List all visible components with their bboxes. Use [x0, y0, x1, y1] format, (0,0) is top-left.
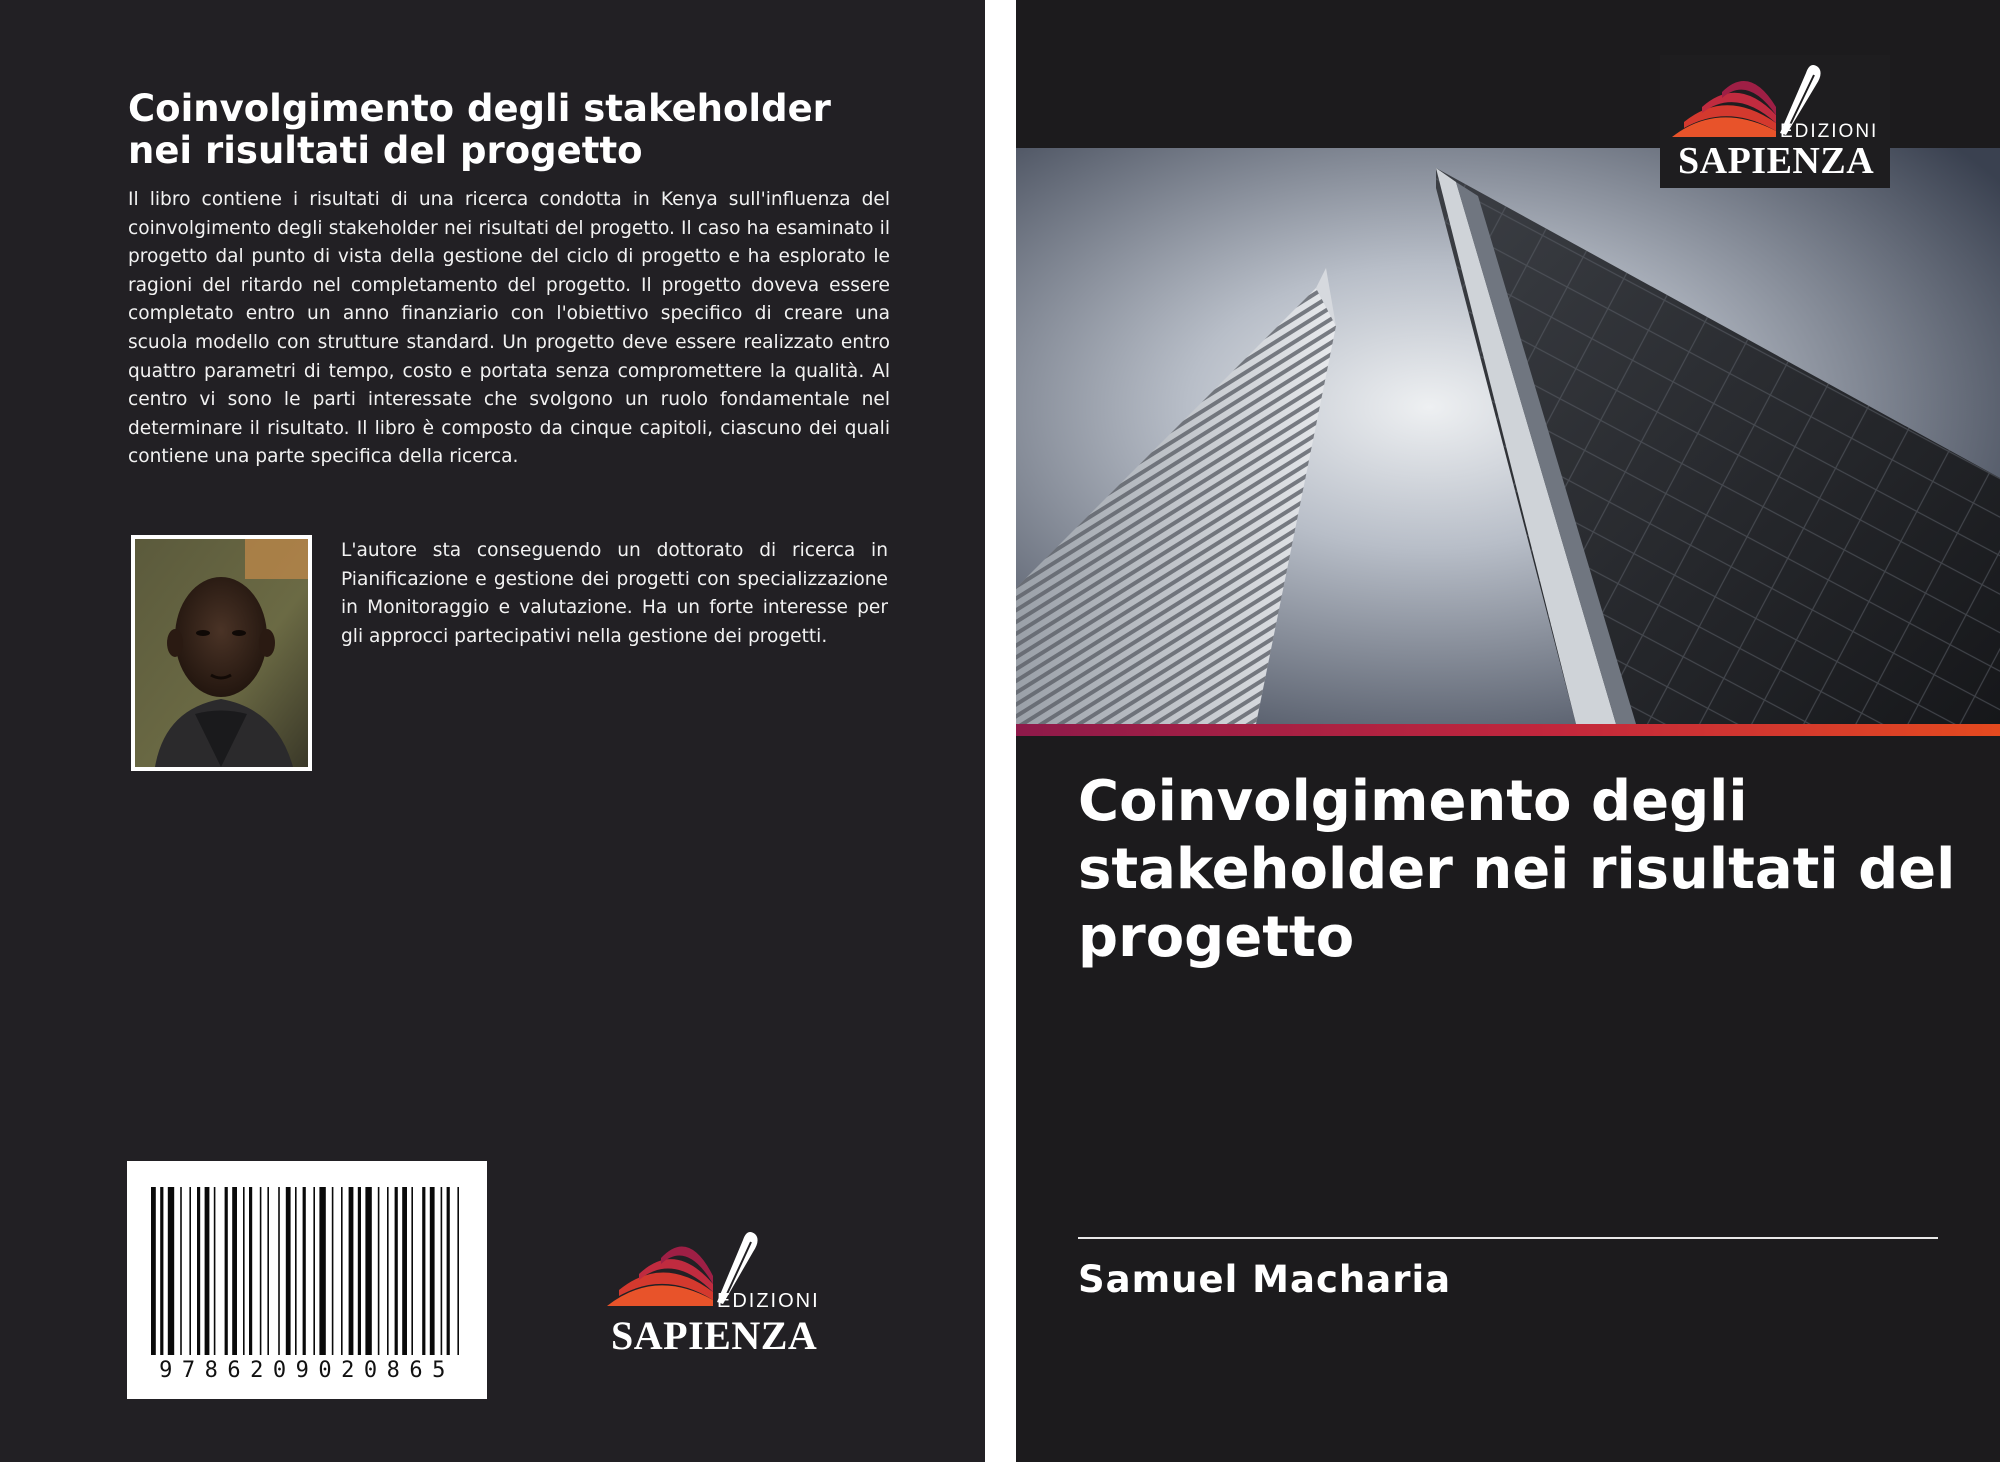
barcode-bar: [332, 1187, 334, 1355]
barcode-bar: [278, 1187, 280, 1355]
barcode-bar: [319, 1187, 325, 1355]
publisher-logo-back: [605, 1218, 823, 1358]
spine-gap: [985, 0, 1016, 1462]
front-cover-title: Coinvolgimento degli stakeholder nei risultati del progetto: [1078, 769, 1956, 970]
back-cover-blurb: Il libro contiene i risultati di una ricerca condotta in Kenya sull'influenza del coinvolgimento degli stakeholder nei risultati del progetto. Il caso ha esaminato il progetto dal punto di vista della gestione del ciclo di progetto e ha esplorato le ragioni del ritardo nel completamento del progetto. Il progetto doveva essere completato entro un anno finanziario con l'obiettivo specifico di creare una scuola modello con strutture standard. Un progetto deve essere realizzato entro quattro parametri di tempo, costo e portata senza compromettere la qualità. Al centro vi sono le parti interessate che svolgono un ruolo fondamentale nel determinare il risultato. Il libro è composto da cinque capitoli, ciascuno dei quali contiene una parte specifica della ricerca.: [128, 189, 890, 468]
barcode-bar: [349, 1187, 354, 1355]
barcode-bar: [457, 1187, 459, 1355]
author-name: Samuel Macharia: [1078, 1258, 1452, 1301]
barcode-bar: [189, 1187, 191, 1355]
barcode-bar: [303, 1187, 306, 1355]
barcode-bar: [411, 1187, 413, 1355]
barcode-bar: [422, 1187, 425, 1355]
barcode-bar: [430, 1187, 435, 1355]
barcode-bar: [341, 1187, 343, 1355]
publisher-line1: EDIZIONI: [1780, 121, 1879, 142]
author-photo: [131, 535, 312, 771]
barcode-bar: [286, 1187, 291, 1355]
barcode-bar: [402, 1187, 407, 1355]
barcode-bar: [243, 1187, 245, 1355]
barcode-bar: [267, 1187, 269, 1355]
barcode-bar: [168, 1187, 174, 1355]
author-bio: L'autore sta conseguendo un dottorato di ricerca in Pianificazione e gestione dei progetti con specializzazione in Monitoraggio e valutazione. Ha un forte interesse per gli approcci partecipativi nella gestione dei progetti.: [341, 540, 888, 647]
barcode-bar: [151, 1187, 156, 1355]
barcode-bar: [365, 1187, 371, 1355]
barcode-bar: [205, 1187, 210, 1355]
author-divider: [1078, 1237, 1938, 1239]
cover-photo-skyscrapers: [1016, 148, 2000, 724]
barcode-bar: [441, 1187, 443, 1355]
isbn-barcode: [127, 1161, 487, 1399]
barcode-bar: [378, 1187, 380, 1355]
barcode-bar: [197, 1187, 200, 1355]
barcode-bar: [249, 1187, 252, 1355]
barcode-bar: [313, 1187, 315, 1355]
back-cover: [0, 0, 985, 1462]
barcode-bar: [214, 1187, 216, 1355]
barcode-bar: [160, 1187, 163, 1355]
isbn-digits: 9786209020865: [159, 1358, 455, 1383]
barcode-bar: [232, 1187, 237, 1355]
back-cover-title: Coinvolgimento degli stakeholder nei risultati del progetto: [128, 87, 831, 172]
barcode-bar: [395, 1187, 398, 1355]
barcode-bar: [387, 1187, 389, 1355]
publisher-logo-front: [1660, 55, 1890, 188]
barcode-bar: [180, 1187, 182, 1355]
barcode-bar: [225, 1187, 228, 1355]
barcode-bar: [447, 1187, 450, 1355]
publisher-line2: SAPIENZA: [611, 1313, 818, 1358]
barcode-bar: [358, 1187, 361, 1355]
barcode-bar: [295, 1187, 297, 1355]
publisher-line1: EDIZIONI: [717, 1290, 820, 1312]
publisher-line2: SAPIENZA: [1678, 140, 1875, 182]
accent-bar: [1016, 724, 2000, 736]
barcode-bar: [260, 1187, 262, 1355]
